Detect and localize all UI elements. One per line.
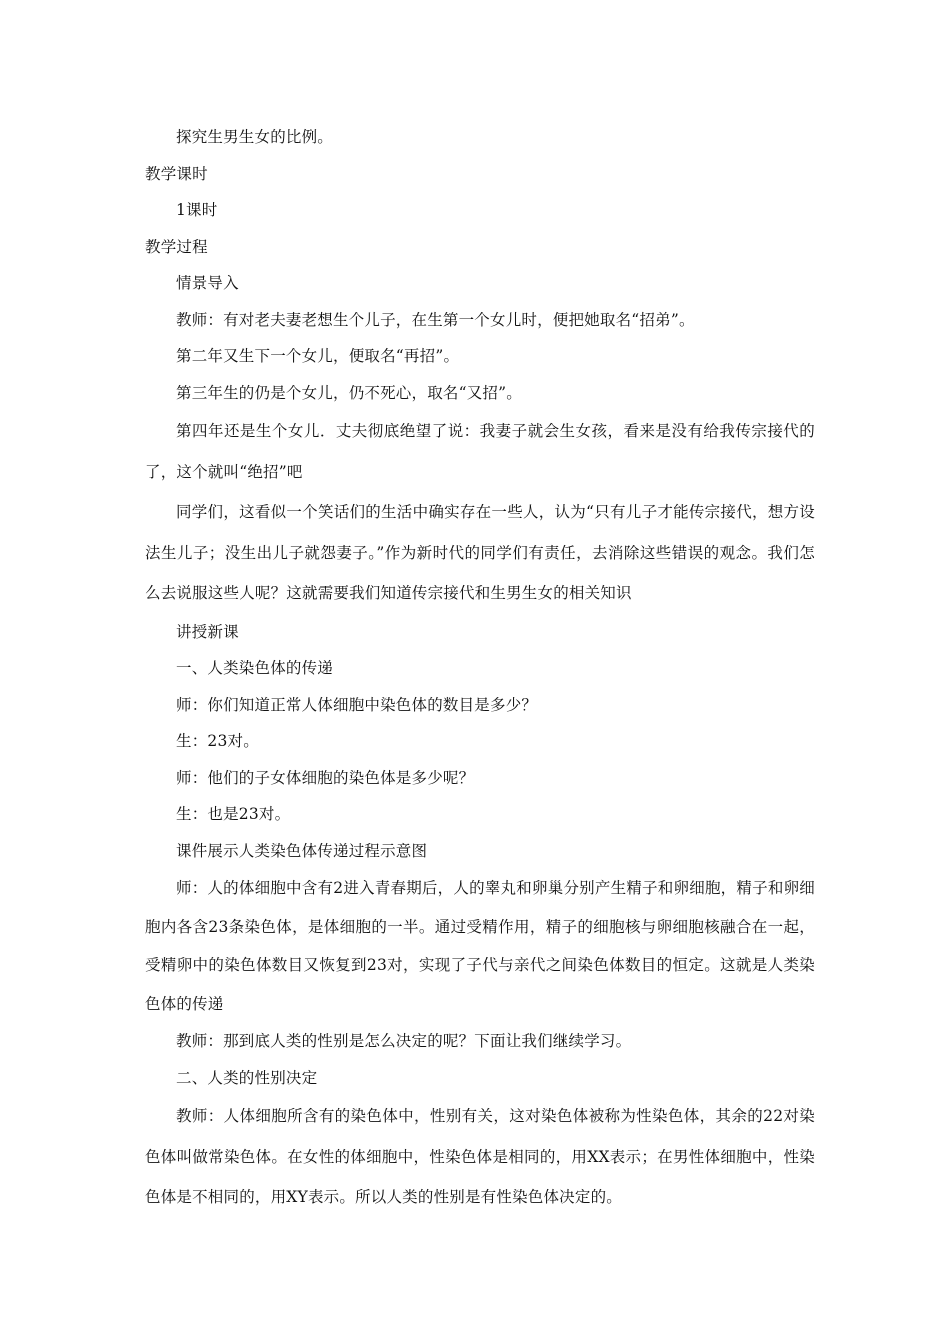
section-heading: 教学过程 bbox=[145, 237, 208, 256]
text-line: 第三年生的仍是个女儿，仍不死心，取名“又招”。 bbox=[176, 383, 522, 402]
text-line: 探究生男生女的比例。 bbox=[176, 128, 334, 146]
subsection-heading: 讲授新课 bbox=[176, 622, 239, 641]
text-line: 课件展示人类染色体传递过程示意图 bbox=[176, 841, 428, 860]
subsection-heading: 一、人类染色体的传递 bbox=[176, 659, 334, 677]
section-heading: 教学课时 bbox=[145, 164, 208, 183]
text-line: 第二年又生下一个女儿，便取名“再招”。 bbox=[176, 347, 460, 365]
text-line: 生：23对。 bbox=[176, 732, 259, 750]
text-line: 教师：有对老夫妻老想生个儿子，在生第一个女儿时，便把她取名“招弟”。 bbox=[176, 310, 695, 329]
subsection-heading: 二、人类的性别决定 bbox=[176, 1068, 318, 1087]
subsection-heading: 情景导入 bbox=[176, 274, 239, 292]
paragraph: 师：人的体细胞中含有2进入青春期后，人的睾丸和卵巢分别产生精子和卵细胞，精子和卵细胞内各含23条染色体，是体细胞的一半。通过受精作用，精子的细胞核与卵细胞核融合在一起，受精卵中的染色体数目又恢复到23对，实现了子代与亲代之间染色体数目的恒定。这就是人类染色体的传递 bbox=[145, 879, 815, 1013]
document-body bbox=[145, 119, 815, 1218]
paragraph: 教师：人体细胞所含有的染色体中，性别有关，这对染色体被称为性染色体，其余的22对染色体叫做常染色体。在女性的体细胞中，性染色体是相同的，用XX表示；在男性体细胞中，性染色体是不相同的，用XY表示。所以人类的性别是有性染色体决定的。 bbox=[145, 1107, 815, 1206]
text-line: 教师：那到底人类的性别是怎么决定的呢？下面让我们继续学习。 bbox=[176, 1032, 632, 1050]
paragraph: 第四年还是生个女儿．丈夫彻底绝望了说：我妻子就会生女孩，看来是没有给我传宗接代的了，这个就叫“绝招”吧 bbox=[145, 422, 815, 481]
text-line: 1课时 bbox=[176, 201, 218, 219]
text-line: 生：也是23对。 bbox=[176, 805, 291, 823]
paragraph: 同学们，这看似一个笑话们的生活中确实存在一些人，认为“只有儿子才能传宗接代，想方设法生儿子；没生出儿子就怨妻子。”作为新时代的同学们有责任，去消除这些错误的观念。我们怎么去说服这些人呢？这就需要我们知道传宗接代和生男生女的相关知识 bbox=[145, 503, 815, 602]
text-line: 师：你们知道正常人体细胞中染色体的数目是多少？ bbox=[176, 695, 538, 714]
text-line: 师：他们的子女体细胞的染色体是多少呢？ bbox=[176, 768, 475, 787]
